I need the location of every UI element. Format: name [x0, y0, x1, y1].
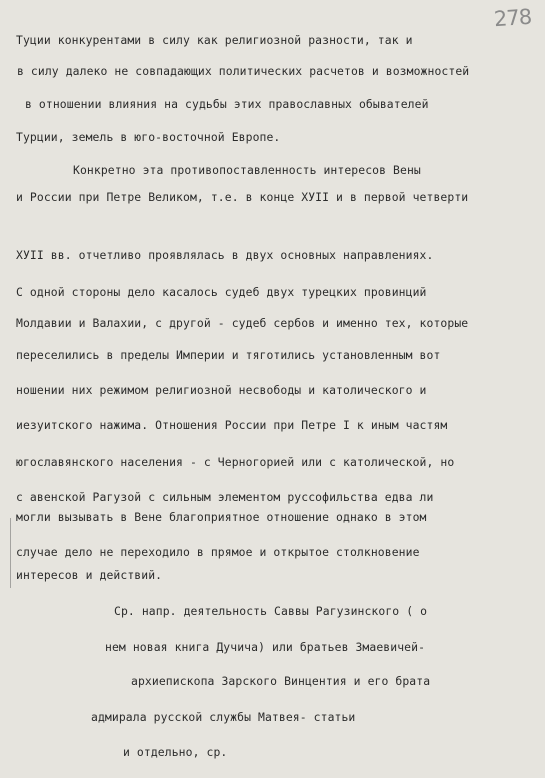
text-line-11: ношении них режимом религиозной несвободы и католического и	[16, 383, 427, 397]
text-line-18: Ср. напр. деятельность Саввы Рагузинского ( о	[114, 604, 428, 618]
text-line-8: С одной стороны дело касалось судеб двух турецких провинций	[16, 285, 427, 299]
text-line-14: с авенской Рагузой с сильным элементом руссофильства едва ли	[16, 490, 434, 504]
text-line-1: Туции конкурентами в силу как религиозной разности, так и	[16, 33, 413, 47]
text-line-22: и отдельно, ср.	[123, 745, 228, 759]
text-line-10: переселились в пределы Империи и тяготились установленным вот	[16, 348, 441, 362]
text-line-9: Молдавии и Валахии, с другой - судеб сербов и именно тех, которые	[16, 316, 469, 330]
text-line-13: югославянского населения - с Черногорией или с католической, но	[16, 455, 455, 469]
text-line-3: в отношении влияния на судьбы этих православных обывателей	[25, 97, 429, 111]
text-line-2: в силу далеко не совпадающих политических расчетов и возможностей	[17, 64, 470, 78]
text-line-5: Конкретно эта противопоставленность интересов Вены	[73, 163, 421, 177]
text-line-17: интересов и действий.	[16, 568, 163, 582]
margin-mark	[10, 518, 11, 588]
text-line-19: нем новая книга Дучича) или братьев Змаевичей-	[105, 640, 426, 654]
text-line-6: и России при Петре Великом, т.е. в конце ХУII и в первой четверти	[16, 190, 469, 204]
text-line-4: Турции, земель в юго-восточной Европе.	[16, 130, 281, 144]
text-line-12: иезуитского нажима. Отношения России при Петре I к иным частям	[16, 418, 448, 432]
text-line-20: архиепископа Зарского Винцентия и его брата	[131, 674, 431, 688]
text-line-21: адмирала русской службы Матвея- статьи	[91, 710, 356, 724]
page-number: 278	[493, 4, 532, 32]
text-line-7: ХУII вв. отчетливо проявлялась в двух основных направлениях.	[16, 248, 434, 262]
text-line-15: могли вызывать в Вене благоприятное отношение однако в этом	[16, 510, 427, 524]
text-line-16: случае дело не переходило в прямое и открытое столкновение	[16, 545, 420, 559]
